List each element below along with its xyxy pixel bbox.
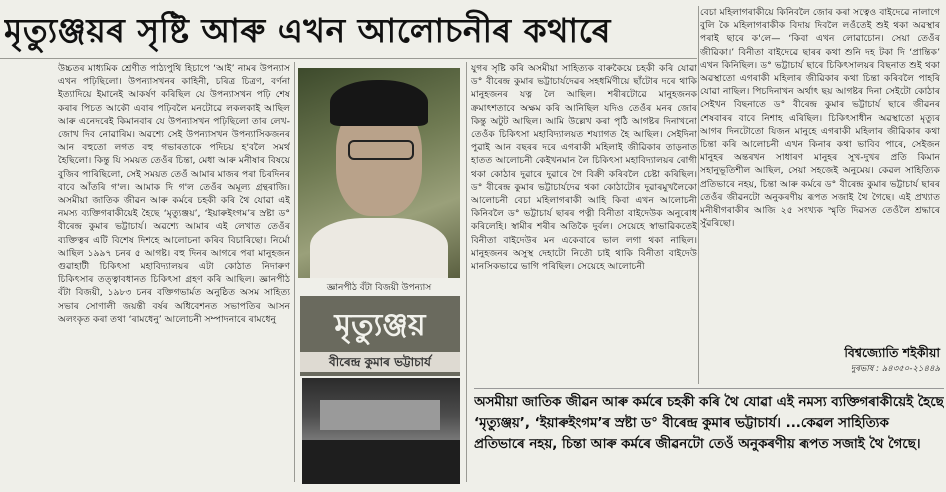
book-title: মৃত্যুঞ্জয়	[334, 308, 426, 343]
column-4-text: বেচা মহিলাগৰাকীয়ে কিনিবলৈ জোৰ কৰা সত্বেও বাইদেৱে নালাগে বুলি কৈ মহিলাগৰাকীক বিদায় দিবলৈ লওঁতেই শুই থকা অৱস্থাৰ পৰাই ছাৰে ক'লে— ‘কিবা এখন লোৱাচোন। সেয়া তেওঁৰ জীৱিকা।’ বিনীতা বাইদেৱে ছাৰৰ কথা শুনি দহ টকা দি ‘প্ৰান্তিক’ এখন কিনিছিল। ড° ভট্টাচাৰ্য ছাৰে চিকিৎসালয়ৰ বিছনাত শুই থকা অৱস্থাতো এগৰাকী মহিলাৰ জীৱিকাৰ কথা চিন্তা কৰিবলৈ পাহৰি যোৱা নাছিল। পিচদিনাখন অৰ্থাৎ ছয় আগষ্টৰ দিনা সেইটো কোঠাৰ সেইখন বিছনাতে ড° বীৰেন্দ্ৰ কুমাৰ ভট্টাচাৰ্য ছাৰে জীৱনৰ শেষবাৰৰ বাবে নিশাহ এৰিছিল। চিকিৎসাধীন অৱস্থাতো মৃত্যুৰ আগৰ দিনটোতো যিজন মানুহে এগৰাকী মহিলাৰ জীৱিকাৰ কথা চিন্তা কৰি আলোচনী এখন কিনাৰ কথা ভাবিব পাৰে, সেইজন মানুহৰ অন্তৰখন সাধাৰণ মানুহৰ সুখ-দুখৰ প্ৰতি কিমান সহানুভূতিশীল আছিল, সেয়া সহজেই অনুমেয়। কেৱল সাহিত্যিক প্ৰতিভাৰে নহয়, চিন্তা আৰু কৰ্মৰে ড° বীৰেন্দ্ৰ কুমাৰ ভট্টাচাৰ্য ছাৰৰ তেওঁৰ জীৱনটো অনুকৰণীয় ৰূপত সজাই থৈ গৈছে। এই প্ৰখ্যাত মনীষীগৰাকীৰ আজি ২৫ সংখ্যক স্মৃতি দিৱসত তেওঁলৈ শ্ৰদ্ধাৰে সুঁৱৰিছো।	[700, 7, 940, 230]
column-divider-2	[466, 62, 467, 482]
author-photo	[298, 68, 460, 278]
pull-quote: অসমীয়া জাতিক জীৱন আৰু কৰ্মৰে চহকী কৰি থৈ যোৱা এই নমস্য ব্যক্তিগৰাকীয়েই হৈছে ‘মৃত্যুঞ্জয়’, ‘ইয়াৰুইংগম’ৰ স্ৰষ্টা ড° বীৰেন্দ্ৰ কুমাৰ ভট্টাচাৰ্য। ...কেৱল সাহিত্যিক প্ৰতিভাৰে নহয়, চিন্তা আৰু কৰ্মৰে জীৱনটো তেওঁ অনুকৰণীয় ৰূপত সজাই থৈ গৈছে।	[474, 388, 944, 484]
photo-glasses	[348, 140, 414, 160]
article-column-3	[471, 62, 697, 380]
photo-cap	[330, 80, 428, 126]
headline: মৃত্যুঞ্জয়ৰ সৃষ্টি আৰু এখন আলোচনীৰ কথাৰে	[4, 11, 611, 50]
book-cover	[300, 296, 460, 376]
photo-shirt	[310, 218, 448, 278]
event-photo-stage	[320, 400, 440, 430]
headline-rule	[0, 58, 697, 59]
column-divider-1	[294, 62, 295, 482]
author-phone: দুৰভাষ : ৯৪৩৫০-২১৪৪৯	[850, 364, 940, 374]
column-1-text: উচ্চতৰ মাধ্যমিক শ্ৰেণীত পাঠ্যপুথি হিচাপে ‘আই’ নামৰ উপন্যাস এখন পঢ়িছিলো। উপন্যাসখনৰ কাহিনী, চৰিত্ৰ চিত্ৰণ, বৰ্ণনা ইত্যাদিয়ে ইমানেই আকৰ্ষণ কৰিছিল যে উপন্যাসখন পঢ়ি শেষ কৰাৰ পিচত আকৌ এবাৰ পঢ়িবলৈ মনটোৱে লকলকাই আছিল আৰু এনেদৰেই কিমানবাৰ যে উপন্যাসখন পঢ়িছিলো তাৰ লেখ-জোখ দিব নোৱাৰিম। অৱশ্যে সেই উপন্যাসখন উপন্যাসিকজনৰ আন বহুতো লগত বহু গভাৰতাকে পদিচয় হ'বলৈ সমৰ্থ হৈছিলো। কিন্তু যি সময়ত তেওঁৰ চিন্তা, মেধা আৰু মনীষাৰ বিষয়ে বুজিব পাৰিছিলো, সেই সময়ত তেওঁ আমাৰ মাজৰ পৰা চিৰদিনৰ বাবে আঁতৰি গ'ল। আমাক দি গ'ল তেওঁৰ অমূল্য গ্ৰন্থৰাজি। অসমীয়া জাতিক জীৱন আৰু কৰ্মৰে চহকী কৰি থৈ যোৱা এই নমস্য ব্যক্তিগৰাকীয়েই হৈছে ‘মৃত্যুঞ্জয়’, ‘ইয়াৰুইংগম’ৰ স্ৰষ্টা ড° বীৰেন্দ্ৰ কুমাৰ ভট্টাচাৰ্য। অৱশ্যে আমাৰ এই লেখাত তেওঁৰ ব্যক্তিত্বৰ এটি বিশেষ দিশহে আলোচনা কৰিব বিচাৰিছো। নিৰ্মো আছিল ১৯৯৭ চনৰ ৫ আগষ্ট। বহু দিনৰ আগৰে পৰা মানুহজন গুৱাহাটী চিকিৎসা মহাবিদ্যালয়ৰ এটা কোঠাত নিদাৰুণ চিকিৎসাৰ তত্ত্বাবধানত চিকিৎসা গ্ৰহণ কৰি আছিল। জ্ঞানপীঠ বঁটা বিজয়ী, ১৯৮৩ চনৰ বক্তিগভাৰ্মত অনুষ্ঠিত অসম সাহিত্য সভাৰ সোণালী জয়ন্তী বৰ্ষৰ অধিবেশনত সভাপতিৰ আসন অলংকৃত কৰা তথা ‘ৰামধেনু’ আলোচনী সম্পাদনাৰে ৰামধেনু	[58, 63, 290, 325]
article-column-1	[58, 62, 290, 482]
author-signature: বিশ্বজ্যোতি শইকীয়া	[844, 345, 940, 360]
column-divider-3	[698, 6, 699, 384]
event-photo-crowd	[302, 440, 460, 484]
event-photo	[302, 378, 460, 484]
book-author: বীৰেন্দ্ৰ কুমাৰ ভট্টাচাৰ্য	[300, 352, 460, 372]
photo-caption: জ্ঞানপীঠ বঁটা বিজয়ী উপন্যাস	[326, 283, 432, 293]
article-column-4	[700, 6, 940, 339]
column-3-text: যুগৰ সৃষ্টি কৰি অসমীয়া সাহিত্যক বাৰুকৈয়ে চহকী কৰি যোৱা ড° বীৰেন্দ্ৰ কুমাৰ ভট্টাচাৰ্যদেৱৰ সহধৰ্মিণীয়ে ছাঁটোৰ দৰে থাকি মানুহজনৰ যত্ন লৈ আছিল। শৰীৰটোৱে মানুহজনক ক্ৰমাৎশতাবে অক্ষম কৰি আনিছিল যদিও তেওঁৰ মনৰ জোৰ কিন্তু অটুট আছিল। আমি উল্লেখ কৰা পৃঠি আগষ্টৰ দিনাখনো তেওঁক চিকিৎসা মহাবিদ্যালয়ত শয্যাগত হৈ আছিল। সেইদিনা পুৱাই আন বছৰৰ দৰে এগৰাকী মহিলাই জীৱিকাৰ তাড়নাত হাতত আলোচনী কেইখনমান লৈ চিকিৎসা মহাবিদ্যালয়ৰ ৰোগী থকা কোঠাৰ দুৱাৰে দুৱাৰে গৈ বিক্ৰী কৰিবলৈ চেষ্টা কৰিছিল। ড° বীৰেন্দ্ৰ কুমাৰ ভট্টাচাৰ্যদেৱ থকা কোঠাটোৰ দুৱাৰমুখলৈকো আলোচনী বেচা মহিলাগৰাকী আহি কিবা এখন আলোচনী কিনিবলৈ ড° ভট্টাচাৰ্য ছাৰৰ পত্নী বিনীতা বাইদেউক অনুৰোধ কৰিলেহি। স্বামীৰ শৰীৰ অতিকৈ দুৰ্বল। সেয়েহে স্বাভাৱিকতেই বিনীতা বাইদেউৰ মন একেবাৰে ভাল লগা থকা নাছিল। মানুহজনৰ অসুস্থ দেহাটো নিতৌ চাই থাকি বিনীতা বাইদেউ মানসিকভাৱে ভাগি পৰিছিল। সেয়েহে আলোচনী	[471, 63, 697, 273]
